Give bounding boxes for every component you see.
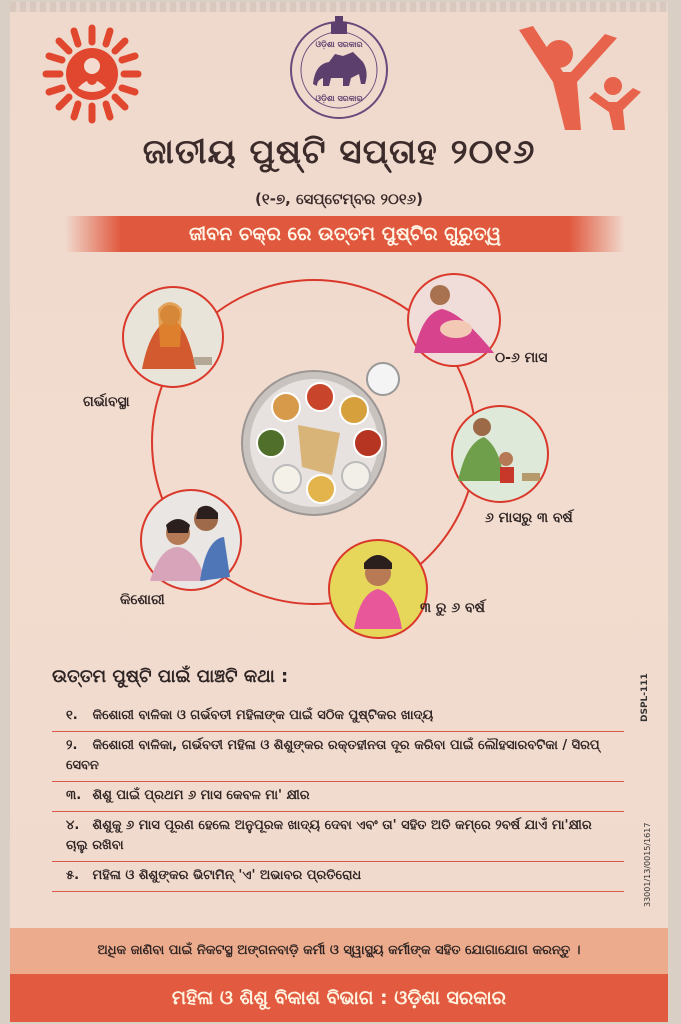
emblem-text-top: ଓଡ଼ିଶା ସରକାର	[315, 40, 363, 49]
list-item	[52, 732, 624, 782]
contact-bar: ଅଧିକ ଜାଣିବା ପାଇଁ ନିକଟସ୍ଥ ଅଙ୍ଗନବାଡ଼ି କର୍ମୀ ଓ ସ୍ୱାସ୍ଥ୍ୟ କର୍ମୀଙ୍କ ସହିତ ଯୋଗାଯୋଗ କରନ୍ତୁ ।	[10, 928, 668, 974]
emblem-text-bottom: ଓଡ଼ିଶା ସରକାର	[315, 94, 363, 103]
tips-heading: ଉତ୍ତମ ପୁଷ୍ଟି ପାଇଁ ପାଞ୍ଚଟି କଥା :	[52, 666, 289, 687]
list-item	[52, 862, 624, 892]
date-range: (୧-୭, ସେପ୍ଟେମ୍ବର ୨୦୧୬)	[255, 190, 423, 208]
list-item	[52, 702, 624, 732]
tip-text: ଶିଶୁ ପାଇଁ ପ୍ରଥମ ୬ ମାସ କେବଳ ମା' କ୍ଷୀର	[92, 788, 310, 803]
tip-text: ଶିଶୁକୁ ୬ ମାସ ପୂରଣ ହେଲେ ଅନୁପୂରକ ଖାଦ୍ୟ ଦେବା ଏବଂ ତା' ସହିତ ଅତି କମ୍‌ରେ ୨ବର୍ଷ ଯାଏଁ ମା'କ୍ଷୀର ଚାଲୁ ରଖିବା	[66, 818, 592, 853]
young-girl-eating-icon	[329, 540, 427, 638]
odisha-government-emblem-icon	[285, 14, 393, 122]
tip-number: ୨.	[66, 738, 78, 753]
dspl-code: DSPL-111	[640, 673, 650, 722]
footer-department: ମହିଳା ଓ ଶିଶୁ ବିକାଶ ବିଭାଗ : ଓଡ଼ିଶା ସରକାର	[10, 974, 668, 1022]
life-cycle-diagram	[10, 257, 668, 647]
stage-label-pregnancy: ଗର୍ଭାବସ୍ଥା	[83, 394, 130, 410]
pregnant-woman-eating-icon	[123, 287, 223, 387]
tips-list	[52, 702, 624, 892]
newspaper-advertisement	[10, 2, 668, 1022]
mother-child-figure-logo-icon	[513, 22, 643, 130]
stage-label-adolescent: କିଶୋରୀ	[120, 592, 165, 608]
tip-number: ୩.	[66, 788, 82, 803]
release-code: 33001/13/0015/1617	[643, 822, 652, 907]
thali-meal-plate-icon	[242, 363, 399, 515]
mother-breastfeeding-infant-icon	[408, 274, 500, 366]
tip-number: ୫.	[66, 868, 80, 883]
adolescent-girl-with-mother-icon	[141, 490, 241, 590]
tip-number: ୪.	[66, 818, 80, 833]
tip-number: ୧.	[66, 708, 78, 723]
page-title: ଜାତୀୟ ପୁଷ୍ଟି ସପ୍ତାହ ୨୦୧୬	[142, 132, 536, 172]
mother-feeding-toddler-icon	[452, 406, 548, 502]
tip-text: କିଶୋରୀ ବାଳିକା ଓ ଗର୍ଭବତୀ ମହିଳାଙ୍କ ପାଇଁ ସଠିକ ପୁଷ୍ଟିକର ଖାଦ୍ୟ	[92, 708, 434, 723]
tip-text: ମହିଳା ଓ ଶିଶୁଙ୍କର ଭିଟାମିନ୍ 'ଏ' ଅଭାବର ପ୍ରତିରୋଧ	[92, 868, 362, 883]
list-item	[52, 812, 624, 862]
tip-text: କିଶୋରୀ ବାଳିକା, ଗର୍ଭବତୀ ମହିଳା ଓ ଶିଶୁଙ୍କର ରକ୍ତହୀନତା ଦୂର କରିବା ପାଇଁ ଲୌହସାରବଟିକା / ସିରପ୍ ସେବନ	[66, 738, 600, 773]
stage-label-3-6-years: ୩ ରୁ ୬ ବର୍ଷ	[420, 600, 485, 616]
sun-mother-child-logo-icon	[40, 22, 144, 126]
list-item	[52, 782, 624, 812]
newsprint-top-edge	[10, 2, 668, 12]
stage-label-0-6-months: ୦-୬ ମାସ	[495, 350, 548, 366]
stage-label-6-months-3-years: ୬ ମାସରୁ ୩ ବର୍ଷ	[485, 510, 573, 526]
theme-banner: ଜୀବନ ଚକ୍ର ରେ ଉତ୍ତମ ପୁଷ୍ଟିର ଗୁରୁତ୍ୱ	[65, 216, 625, 252]
